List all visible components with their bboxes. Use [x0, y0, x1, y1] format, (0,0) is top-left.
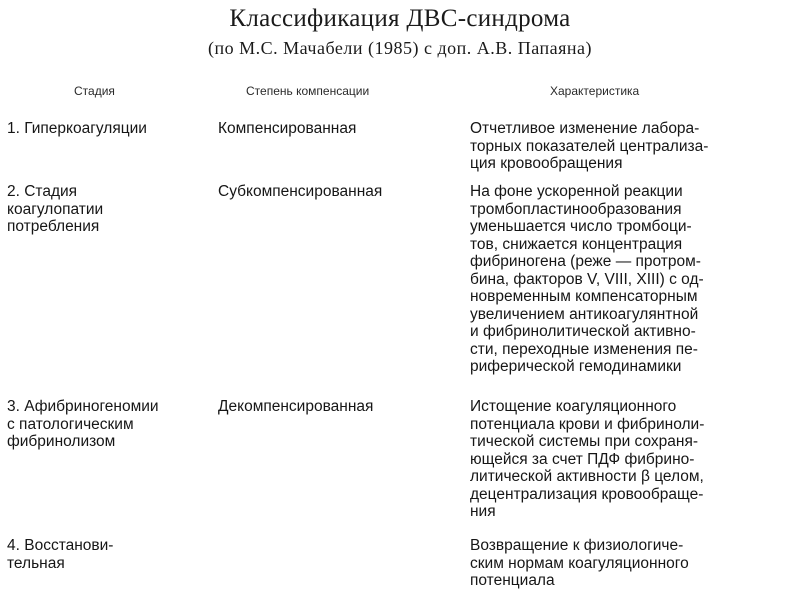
column-header-stage: Стадия	[74, 84, 115, 98]
page-title: Классификация ДВС-синдрома	[229, 5, 571, 32]
characteristic-cell: На фоне ускоренной реакции тромбопластинообразования уменьшается число тромбоци- тов, снижается концентрация фибриногена (реже — протром- бина, факторов V, VIII, XIII) с од- новременным компенсаторным увеличением антикоагулянтной и фибринолитической активно- сти, переходные изменения пе- риферической гемодинамики	[470, 183, 704, 375]
page-subtitle: (по М.С. Мачабели (1985) с доп. А.В. Папаяна)	[207, 38, 593, 58]
column-header-compensation: Степень компенсации	[246, 84, 370, 98]
characteristic-cell: Отчетливое изменение лабора- торных показателей централиза- ция кровообращения	[470, 120, 709, 172]
column-header-characteristic: Характеристика	[550, 84, 640, 98]
characteristic-cell: Возвращение к физиологиче- ским нормам коагуляционного потенциала	[470, 537, 689, 589]
stage-cell: 2. Стадия коагулопатии потребления	[7, 183, 104, 235]
compensation-cell: Субкомпенсированная	[218, 183, 383, 200]
compensation-cell: Декомпенсированная	[218, 398, 374, 415]
stage-cell: 3. Афибриногеномии с патологическим фибринолизом	[7, 398, 159, 450]
characteristic-cell: Истощение коагуляционного потенциала крови и фибриноли- тической системы при сохраня- ющейся за счет ПДФ фибрино- литической активности β целом, децентрализация кровообраще- ния	[470, 398, 705, 520]
compensation-cell: Компенсированная	[218, 120, 357, 137]
stage-cell: 1. Гиперкоагуляции	[7, 120, 147, 137]
stage-cell: 4. Восстанови- тельная	[7, 537, 114, 572]
